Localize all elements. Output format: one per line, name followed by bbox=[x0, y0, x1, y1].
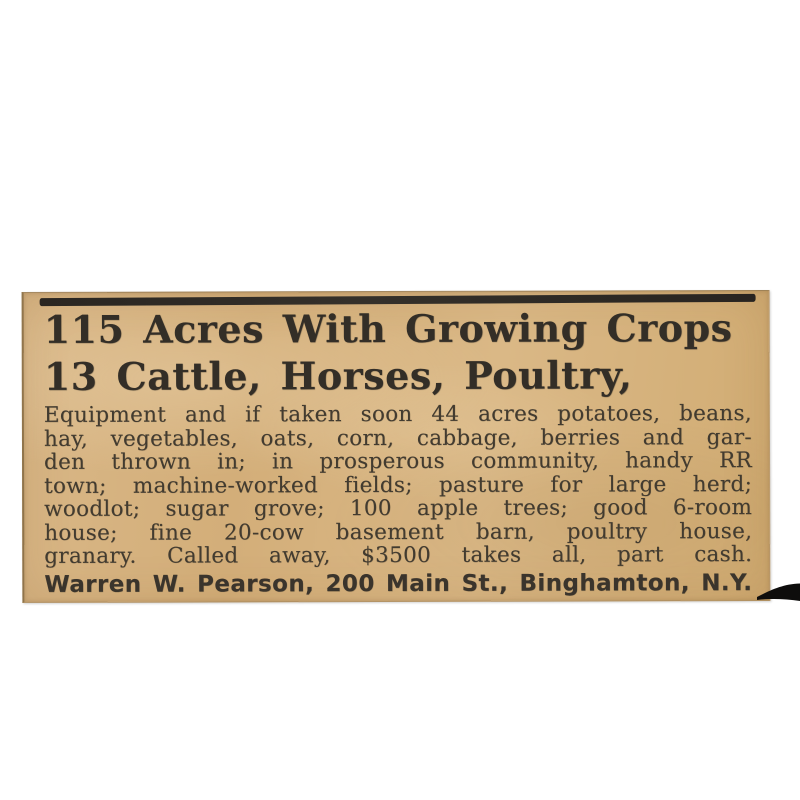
body-line: house; fine 20-cow basement barn, poultry house, bbox=[44, 518, 753, 546]
newspaper-clipping bbox=[22, 290, 771, 603]
headline-line-1: 115 Acres With Growing Crops bbox=[43, 305, 733, 352]
advertisement-body bbox=[44, 402, 752, 568]
scan-shadow-artifact bbox=[757, 582, 800, 604]
advertisement-content bbox=[44, 304, 753, 598]
body-line: hay, vegetables, oats, corn, cabbage, berries and gar- bbox=[43, 424, 753, 452]
body-line: town; machine-worked fields; pasture for large herd; bbox=[44, 471, 753, 499]
headline-line-2: 13 Cattle, Horses, Poultry, bbox=[43, 352, 633, 399]
body-line: granary. Called away, $3500 takes all, part cash. bbox=[44, 542, 753, 569]
body-line: woodlot; sugar grove; 100 apple trees; good 6-room bbox=[44, 495, 753, 522]
advertiser-signature-line: Warren W. Pearson, 200 Main St., Binghamton, N.Y. bbox=[44, 569, 753, 598]
body-line: den thrown in; in prosperous community, handy RR bbox=[44, 448, 753, 475]
body-line: Equipment and if taken soon 44 acres potatoes, beans, bbox=[43, 401, 752, 428]
